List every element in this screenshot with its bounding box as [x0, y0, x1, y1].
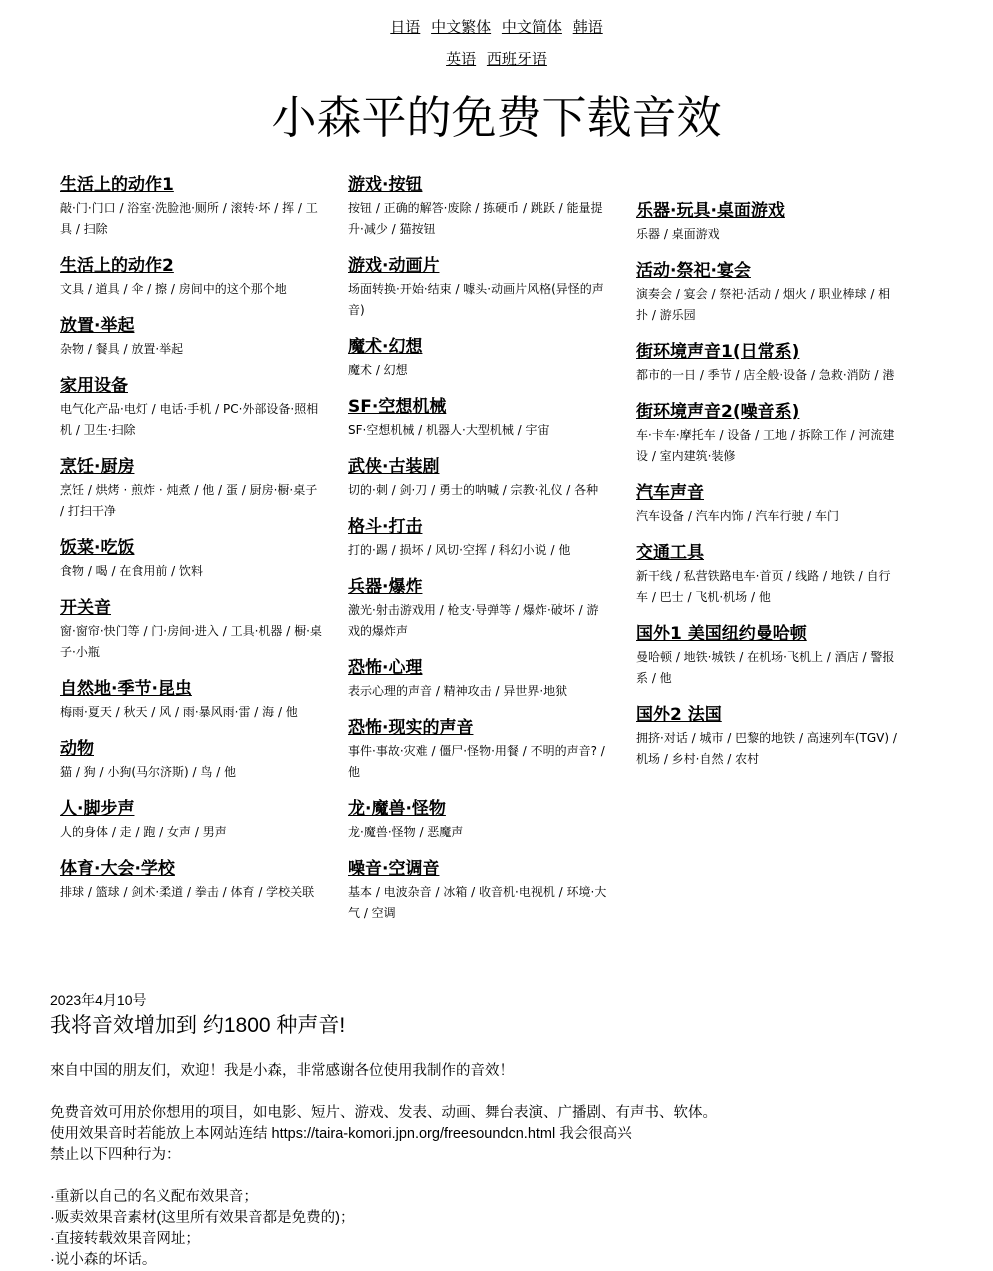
category-subcategories: 表示心理的声音 / 精神攻击 / 异世界·地狱: [348, 684, 568, 698]
category-block: [636, 260, 898, 326]
category-link[interactable]: 兵器·爆炸: [348, 577, 423, 597]
category-block: [348, 456, 610, 501]
category-link[interactable]: 家用设备: [60, 376, 128, 396]
category-subcategories: 曼哈顿 / 地铁·城铁 / 在机场·飞机上 / 酒店 / 警报系 / 他: [636, 650, 895, 685]
category-link[interactable]: 恐怖·心理: [348, 658, 423, 678]
welcome-text: 來自中国的朋友们，欢迎！我是小森，非常感谢各位使用我制作的音效！: [50, 1063, 514, 1079]
rule-item: ·重新以自己的名义配布效果音；: [50, 1189, 258, 1205]
category-link[interactable]: 街环境声音2(噪音系): [636, 402, 800, 422]
prohibit-intro-text: 禁止以下四种行为：: [50, 1147, 181, 1163]
category-link[interactable]: 噪音·空调音: [348, 859, 440, 879]
usage-text: 免费音效可用於你想用的项目，如电影、短片、游戏、发表、动画、舞台表演、广播剧、有声书、软体。: [50, 1105, 717, 1121]
lang-link-spanish[interactable]: 西班牙语: [486, 50, 547, 68]
category-link[interactable]: 乐器·玩具·桌面游戏: [636, 201, 785, 221]
category-subcategories: 食物 / 喝 / 在食用前 / 饮料: [60, 564, 204, 578]
category-block: [60, 255, 322, 300]
category-subcategories: 电气化产品·电灯 / 电话·手机 / PC·外部设备·照相机 / 卫生·扫除: [60, 402, 319, 437]
category-block: [636, 623, 898, 689]
lang-link-english[interactable]: 英语: [446, 50, 477, 68]
category-link[interactable]: 恐怖·现实的声音: [348, 718, 474, 738]
lang-link-simplified-chinese[interactable]: 中文简体: [501, 18, 562, 36]
category-link[interactable]: 体育·大会·学校: [60, 859, 175, 879]
category-block: [348, 798, 610, 843]
category-subcategories: 猫 / 狗 / 小狗(马尔济斯) / 鸟 / 他: [60, 765, 237, 779]
news-section: [50, 990, 950, 1271]
category-subcategories: 事件·事故·灾难 / 僵尸·怪物·用餐 / 不明的声音? / 他: [348, 744, 605, 779]
category-link[interactable]: 街环境声音1(日常系): [636, 342, 800, 362]
link-note-text: 使用效果音时若能放上本网站连结 https://taira-komori.jpn.org/freesoundcn.html 我会很高兴: [50, 1126, 632, 1142]
category-subcategories: 敲·门·门口 / 浴室·洗脸池·厕所 / 滚转·坏 / 挥 / 工具 / 扫除: [60, 201, 318, 236]
category-link[interactable]: 生活上的动作1: [60, 175, 174, 195]
category-link[interactable]: 活动·祭祀·宴会: [636, 261, 751, 281]
category-subcategories: 拥挤·对话 / 城市 / 巴黎的地铁 / 高速列车(TGV) / 机场 / 乡村·自然 / 农村: [636, 731, 897, 766]
rule-item: ·贩卖效果音素材(这里所有效果音都是免费的)；: [50, 1210, 355, 1226]
category-subcategories: 人的身体 / 走 / 跑 / 女声 / 男声: [60, 825, 227, 839]
category-block: [60, 174, 322, 240]
news-date: 2023年4月10号: [50, 992, 147, 1008]
category-block: [348, 858, 610, 924]
category-subcategories: 演奏会 / 宴会 / 祭祀·活动 / 烟火 / 职业棒球 / 相扑 / 游乐园: [636, 287, 891, 322]
category-subcategories: 切的·刺 / 剑·刀 / 勇士的呐喊 / 宗教·礼仪 / 各种: [348, 483, 599, 497]
category-block: [60, 456, 322, 522]
category-link[interactable]: 格斗·打击: [348, 517, 423, 537]
category-subcategories: 梅雨·夏天 / 秋天 / 风 / 雨·暴风雨·雷 / 海 / 他: [60, 705, 298, 719]
lang-link-korean[interactable]: 韩语: [572, 18, 603, 36]
category-block: [348, 657, 610, 702]
category-column-2: [348, 174, 610, 939]
category-block: [60, 375, 322, 441]
category-subcategories: 车·卡车·摩托车 / 设备 / 工地 / 拆除工作 / 河流建设 / 室内建筑·装修: [636, 428, 895, 463]
category-block: [636, 542, 898, 608]
category-block: [636, 341, 898, 386]
category-block: [636, 200, 898, 245]
category-subcategories: 龙·魔兽·怪物 / 恶魔声: [348, 825, 464, 839]
category-subcategories: 激光·射击游戏用 / 枪支·导弹等 / 爆炸·破坏 / 游戏的爆炸声: [348, 603, 599, 638]
category-subcategories: 新干线 / 私营铁路电车·首页 / 线路 / 地铁 / 自行车 / 巴士 / 飞机·机场 / 他: [636, 569, 891, 604]
category-block: [348, 717, 610, 783]
news-headline: 我将音效增加到 约1800 种声音!: [50, 1014, 346, 1037]
category-subcategories: 魔术 / 幻想: [348, 363, 408, 377]
category-link[interactable]: 游戏·动画片: [348, 256, 440, 276]
category-link[interactable]: 人·脚步声: [60, 799, 135, 819]
page-title: 小森平的免费下载音效: [271, 91, 722, 144]
category-block: [636, 401, 898, 467]
category-subcategories: 烹饪 / 烘烤 · 煎炸 · 炖煮 / 他 / 蛋 / 厨房·橱·桌子 / 打扫干净: [60, 483, 318, 518]
category-subcategories: 场面转换·开始·结束 / 噱头·动画片风格(异怪的声音): [348, 282, 604, 317]
category-link[interactable]: 饭菜·吃饭: [60, 538, 135, 558]
category-link[interactable]: 龙·魔兽·怪物: [348, 799, 446, 819]
category-link[interactable]: 国外2 法国: [636, 705, 722, 725]
category-block: [60, 315, 322, 360]
category-subcategories: SF·空想机械 / 机器人·大型机械 / 宇宙: [348, 423, 550, 437]
category-subcategories: 窗·窗帘·快门等 / 门·房间·进入 / 工具·机器 / 橱·桌子·小瓶: [60, 624, 322, 659]
category-block: [348, 255, 610, 321]
category-link[interactable]: SF·空想机械: [348, 397, 447, 417]
category-subcategories: 杂物 / 餐具 / 放置·举起: [60, 342, 184, 356]
category-column-1: [60, 174, 322, 918]
category-block: [636, 704, 898, 770]
category-link[interactable]: 动物: [60, 739, 94, 759]
category-link[interactable]: 游戏·按钮: [348, 175, 423, 195]
category-block: [348, 396, 610, 441]
category-block: [60, 537, 322, 582]
category-link[interactable]: 汽车声音: [636, 483, 704, 503]
category-subcategories: 按钮 / 正确的解答·废除 / 拣硬币 / 跳跃 / 能量提升·减少 / 猫按钮: [348, 201, 603, 236]
lang-link-japanese[interactable]: 日语: [390, 18, 421, 36]
category-link[interactable]: 国外1 美国纽约曼哈顿: [636, 624, 807, 644]
category-subcategories: 文具 / 道具 / 伞 / 擦 / 房间中的这个那个地: [60, 282, 287, 296]
category-subcategories: 排球 / 篮球 / 剑术·柔道 / 拳击 / 体育 / 学校关联: [60, 885, 315, 899]
category-link[interactable]: 放置·举起: [60, 316, 135, 336]
category-link[interactable]: 武侠·古装剧: [348, 457, 440, 477]
language-nav-row-2: [0, 48, 993, 69]
category-link[interactable]: 开关音: [60, 598, 111, 618]
category-subcategories: 基本 / 电波杂音 / 冰箱 / 收音机·电视机 / 环境·大气 / 空调: [348, 885, 607, 920]
category-block: [636, 482, 898, 527]
category-subcategories: 乐器 / 桌面游戏: [636, 227, 720, 241]
category-subcategories: 都市的一日 / 季节 / 店全般·设备 / 急救·消防 / 港: [636, 368, 895, 382]
category-subcategories: 打的·踢 / 损坏 / 风切·空挥 / 科幻小说 / 他: [348, 543, 571, 557]
category-link[interactable]: 烹饪·厨房: [60, 457, 135, 477]
category-block: [348, 174, 610, 240]
category-link[interactable]: 自然地·季节·昆虫: [60, 679, 192, 699]
category-block: [348, 576, 610, 642]
category-block: [60, 798, 322, 843]
category-block: [348, 336, 610, 381]
category-block: [348, 516, 610, 561]
category-block: [60, 678, 322, 723]
category-subcategories: 汽车设备 / 汽车内饰 / 汽车行驶 / 车门: [636, 509, 840, 523]
category-link[interactable]: 生活上的动作2: [60, 256, 174, 276]
rule-item: ·直接转载效果音网址；: [50, 1231, 200, 1247]
category-block: [60, 597, 322, 663]
language-nav-row-1: [0, 16, 993, 37]
category-column-3: [636, 200, 898, 785]
category-block: [60, 858, 322, 903]
category-link[interactable]: 交通工具: [636, 543, 704, 563]
rule-item: ·说小森的坏话。: [50, 1252, 157, 1268]
category-link[interactable]: 魔术·幻想: [348, 337, 423, 357]
lang-link-traditional-chinese[interactable]: 中文繁体: [431, 18, 492, 36]
category-block: [60, 738, 322, 783]
